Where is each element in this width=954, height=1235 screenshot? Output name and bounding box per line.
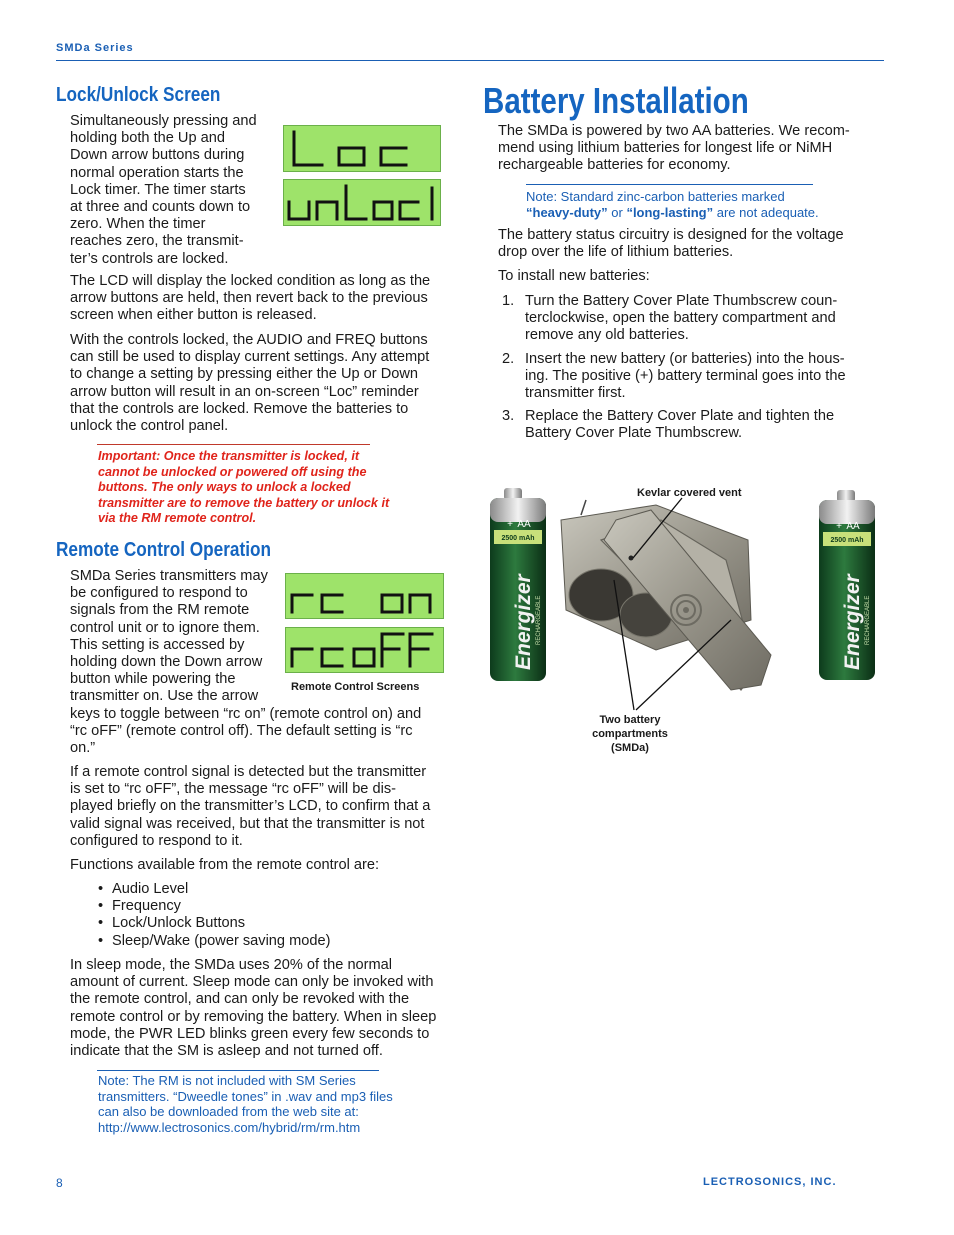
remote-heading: Remote Control Operation bbox=[56, 539, 272, 561]
install-steps bbox=[498, 293, 884, 449]
text-line: The LCD will display the locked condition as long as the bbox=[70, 273, 431, 289]
text-line: to change a setting by pressing either the Up or Down bbox=[70, 366, 419, 383]
text-line: screen when either button is released. bbox=[70, 307, 317, 324]
text-line: Note: The RM is not included with SM Series bbox=[98, 1073, 356, 1088]
text-line: If a remote control signal is detected but the transmitter bbox=[70, 764, 427, 780]
text-line: remote control or by removing the battery. When in sleep bbox=[70, 1008, 437, 1025]
remote-para4 bbox=[70, 957, 460, 1060]
list-item: • Sleep/Wake (power saving mode) bbox=[98, 933, 398, 950]
text-line: reaches zero, the transmit- bbox=[70, 233, 244, 250]
text-line: holding down the Down arrow bbox=[70, 654, 263, 671]
text-line: mode, the PWR LED blinks green every few seconds to bbox=[70, 1025, 430, 1042]
text-line: the remote control, and can only be revoked with the bbox=[70, 991, 410, 1008]
text-line: This setting is accessed by bbox=[70, 636, 245, 653]
battery-left bbox=[490, 488, 546, 681]
remote-functions-list bbox=[98, 881, 398, 950]
text-line: normal operation starts the bbox=[70, 164, 244, 181]
text-line: at three and counts down to bbox=[70, 199, 251, 216]
text-line: http://www.lectrosonics.com/hybrid/rm/rm.htm bbox=[98, 1119, 361, 1135]
important-note bbox=[98, 449, 418, 527]
step-text bbox=[525, 293, 884, 345]
text-line: indicate that the SM is asleep and not turned off. bbox=[70, 1043, 383, 1060]
lcd-rc-on-digits bbox=[286, 574, 443, 618]
footer-page-number: 8 bbox=[56, 1176, 63, 1190]
lcd-rc-off bbox=[285, 627, 444, 673]
text-line: “rc oFF” (remote control off). The default setting is “rc bbox=[70, 723, 413, 740]
battery-left-plus: + bbox=[507, 519, 513, 530]
text-line: compartments bbox=[592, 728, 668, 740]
lcd-rc-off-digits bbox=[286, 628, 443, 672]
battery-right-brand: Energizer bbox=[841, 574, 864, 670]
lcd-loc bbox=[283, 125, 441, 172]
text-line: The battery status circuitry is designed for the voltage bbox=[498, 227, 844, 243]
text-line: be configured to respond to bbox=[70, 585, 248, 602]
battery-note-bold1: “heavy-duty” bbox=[526, 204, 608, 220]
battery-right-plus: + bbox=[836, 521, 842, 532]
battery-right-type: RECHARGEABLE bbox=[865, 595, 871, 645]
text-line: button while powering the bbox=[70, 671, 236, 688]
label-kevlar-vent: Kevlar covered vent bbox=[637, 487, 742, 499]
list-item: • Frequency bbox=[98, 898, 398, 915]
lock-heading: Lock/Unlock Screen bbox=[56, 84, 221, 106]
remote-note bbox=[98, 1073, 438, 1135]
text-line: played briefly on the transmitter’s LCD, to confirm that a bbox=[70, 798, 431, 815]
text-line: that the controls are locked. Remove the batteries to bbox=[70, 400, 409, 417]
footer-company: LECTROSONICS, INC. bbox=[703, 1176, 837, 1188]
step-text bbox=[525, 408, 884, 442]
text-line: unlock the control panel. bbox=[70, 418, 229, 435]
remote-para2 bbox=[70, 764, 460, 850]
battery-note-rule bbox=[526, 184, 813, 185]
text-line: is set to “rc oFF”, the message “rc oFF” will be dis- bbox=[70, 781, 396, 798]
transmitter-body bbox=[561, 500, 771, 690]
text-line: control unit or to ignore them. bbox=[70, 619, 260, 636]
text-line: SMDa Series transmitters may bbox=[70, 568, 268, 584]
battery-left-capacity: 2500 mAh bbox=[501, 535, 535, 542]
text-line: via the RM remote control. bbox=[98, 511, 257, 526]
header-rule bbox=[56, 60, 884, 61]
text-line: Simultaneously pressing and bbox=[70, 113, 257, 129]
text-line: Battery Cover Plate Thumbscrew. bbox=[525, 425, 743, 442]
battery-note-bold2: “long-lasting” bbox=[626, 204, 714, 220]
text-line: transmitter are to remove the battery or unlock it bbox=[98, 495, 390, 510]
list-item: • Lock/Unlock Buttons bbox=[98, 915, 398, 932]
battery-left-brand: Energizer bbox=[512, 574, 535, 670]
lock-para3 bbox=[70, 332, 460, 435]
battery-note-end: are not adequate. bbox=[713, 204, 819, 220]
text-line: amount of current. Sleep mode can only be invoked with bbox=[70, 974, 434, 991]
text-line: Turn the Battery Cover Plate Thumbscrew coun- bbox=[525, 293, 838, 309]
text-line: In sleep mode, the SMDa uses 20% of the normal bbox=[70, 957, 393, 973]
text-line: Insert the new battery (or batteries) into the hous- bbox=[525, 350, 845, 367]
battery-right bbox=[819, 490, 875, 680]
text-line: transmitter first. bbox=[525, 385, 626, 402]
step-number: 2. bbox=[502, 350, 515, 367]
text-line: Replace the Battery Cover Plate and tighten the bbox=[525, 408, 835, 425]
text-line: signals from the RM remote bbox=[70, 602, 250, 619]
text-line: arrow button will result in an on-screen “Loc” reminder bbox=[70, 383, 419, 400]
battery-note-line2 bbox=[526, 205, 886, 221]
battery-note-or: or bbox=[607, 204, 627, 220]
text-line: mend using lithium batteries for longest life or NiMH bbox=[498, 140, 833, 157]
text-line: (SMDa) bbox=[611, 742, 649, 754]
step-number: 1. bbox=[502, 293, 515, 309]
text-line: on.” bbox=[70, 740, 96, 757]
step-text bbox=[525, 351, 884, 403]
battery-photo-svg bbox=[486, 480, 884, 770]
text-line: Two battery bbox=[599, 714, 661, 726]
battery-note bbox=[526, 189, 886, 220]
install-step bbox=[498, 351, 884, 403]
text-line: ing. The positive (+) battery terminal goes into the bbox=[525, 367, 846, 384]
battery-right-capacity: 2500 mAh bbox=[830, 537, 864, 544]
text-line: Lock timer. The timer starts bbox=[70, 181, 246, 198]
install-step bbox=[498, 408, 884, 442]
text-line: Down arrow buttons during bbox=[70, 147, 245, 164]
text-line: can also be downloaded from the web site at: bbox=[98, 1104, 359, 1120]
battery-right-size: AA bbox=[846, 521, 860, 532]
text-line: The SMDa is powered by two AA batteries. We recom- bbox=[498, 123, 850, 139]
battery-note-line1: Note: Standard zinc-carbon batteries marked bbox=[526, 189, 785, 204]
step-number: 3. bbox=[502, 408, 515, 425]
text-line: remove any old batteries. bbox=[525, 327, 689, 344]
battery-heading: Battery Installation bbox=[483, 80, 749, 121]
remote-note-rule bbox=[97, 1070, 379, 1071]
text-line: can still be used to display current settings. Any attempt bbox=[70, 349, 430, 366]
text-line: terclockwise, open the battery compartment and bbox=[525, 310, 836, 327]
text-line: ter’s controls are locked. bbox=[70, 250, 229, 267]
text-line: buttons. The only ways to unlock a locked bbox=[98, 480, 351, 495]
lcd-unloc bbox=[283, 179, 441, 226]
remote-para3: Functions available from the remote control are: bbox=[70, 857, 380, 873]
lcd-unloc-digits bbox=[284, 180, 440, 225]
text-line: configured to respond to it. bbox=[70, 832, 243, 849]
battery-photo bbox=[486, 480, 884, 770]
important-rule bbox=[97, 444, 370, 445]
battery-left-size: AA bbox=[517, 519, 531, 530]
text-line: With the controls locked, the AUDIO and FREQ buttons bbox=[70, 332, 428, 348]
label-battery-compartments bbox=[575, 713, 685, 755]
text-line: Important: Once the transmitter is locked, it bbox=[98, 449, 360, 463]
lock-para1 bbox=[70, 113, 275, 268]
text-line: zero. When the timer bbox=[70, 216, 206, 233]
remote-para1b bbox=[70, 706, 460, 758]
text-line: drop over the life of lithium batteries. bbox=[498, 244, 734, 261]
battery-left-type: RECHARGEABLE bbox=[536, 595, 542, 645]
battery-install-intro: To install new batteries: bbox=[498, 268, 650, 284]
text-line: transmitters. “Dweedle tones” in .wav and mp3 files bbox=[98, 1088, 393, 1104]
battery-intro bbox=[498, 123, 884, 175]
lock-para2 bbox=[70, 273, 460, 325]
battery-status bbox=[498, 227, 884, 261]
text-line: holding both the Up and bbox=[70, 130, 225, 147]
lcd-loc-digits bbox=[284, 126, 440, 171]
lcd-rc-on bbox=[285, 573, 444, 619]
remote-para1 bbox=[70, 568, 285, 706]
remote-caption: Remote Control Screens bbox=[291, 681, 420, 693]
text-line: keys to toggle between “rc on” (remote control on) and bbox=[70, 706, 422, 722]
text-line: arrow buttons are held, then revert back to the previous bbox=[70, 290, 428, 307]
header-series: SMDa Series bbox=[56, 42, 134, 54]
text-line: rechargeable batteries for economy. bbox=[498, 157, 731, 174]
text-line: valid signal was received, but that the transmitter is not bbox=[70, 815, 425, 832]
install-step bbox=[498, 293, 884, 345]
list-item: • Audio Level bbox=[98, 881, 398, 898]
text-line: transmitter on. Use the arrow bbox=[70, 688, 259, 705]
text-line: cannot be unlocked or powered off using the bbox=[98, 464, 367, 479]
